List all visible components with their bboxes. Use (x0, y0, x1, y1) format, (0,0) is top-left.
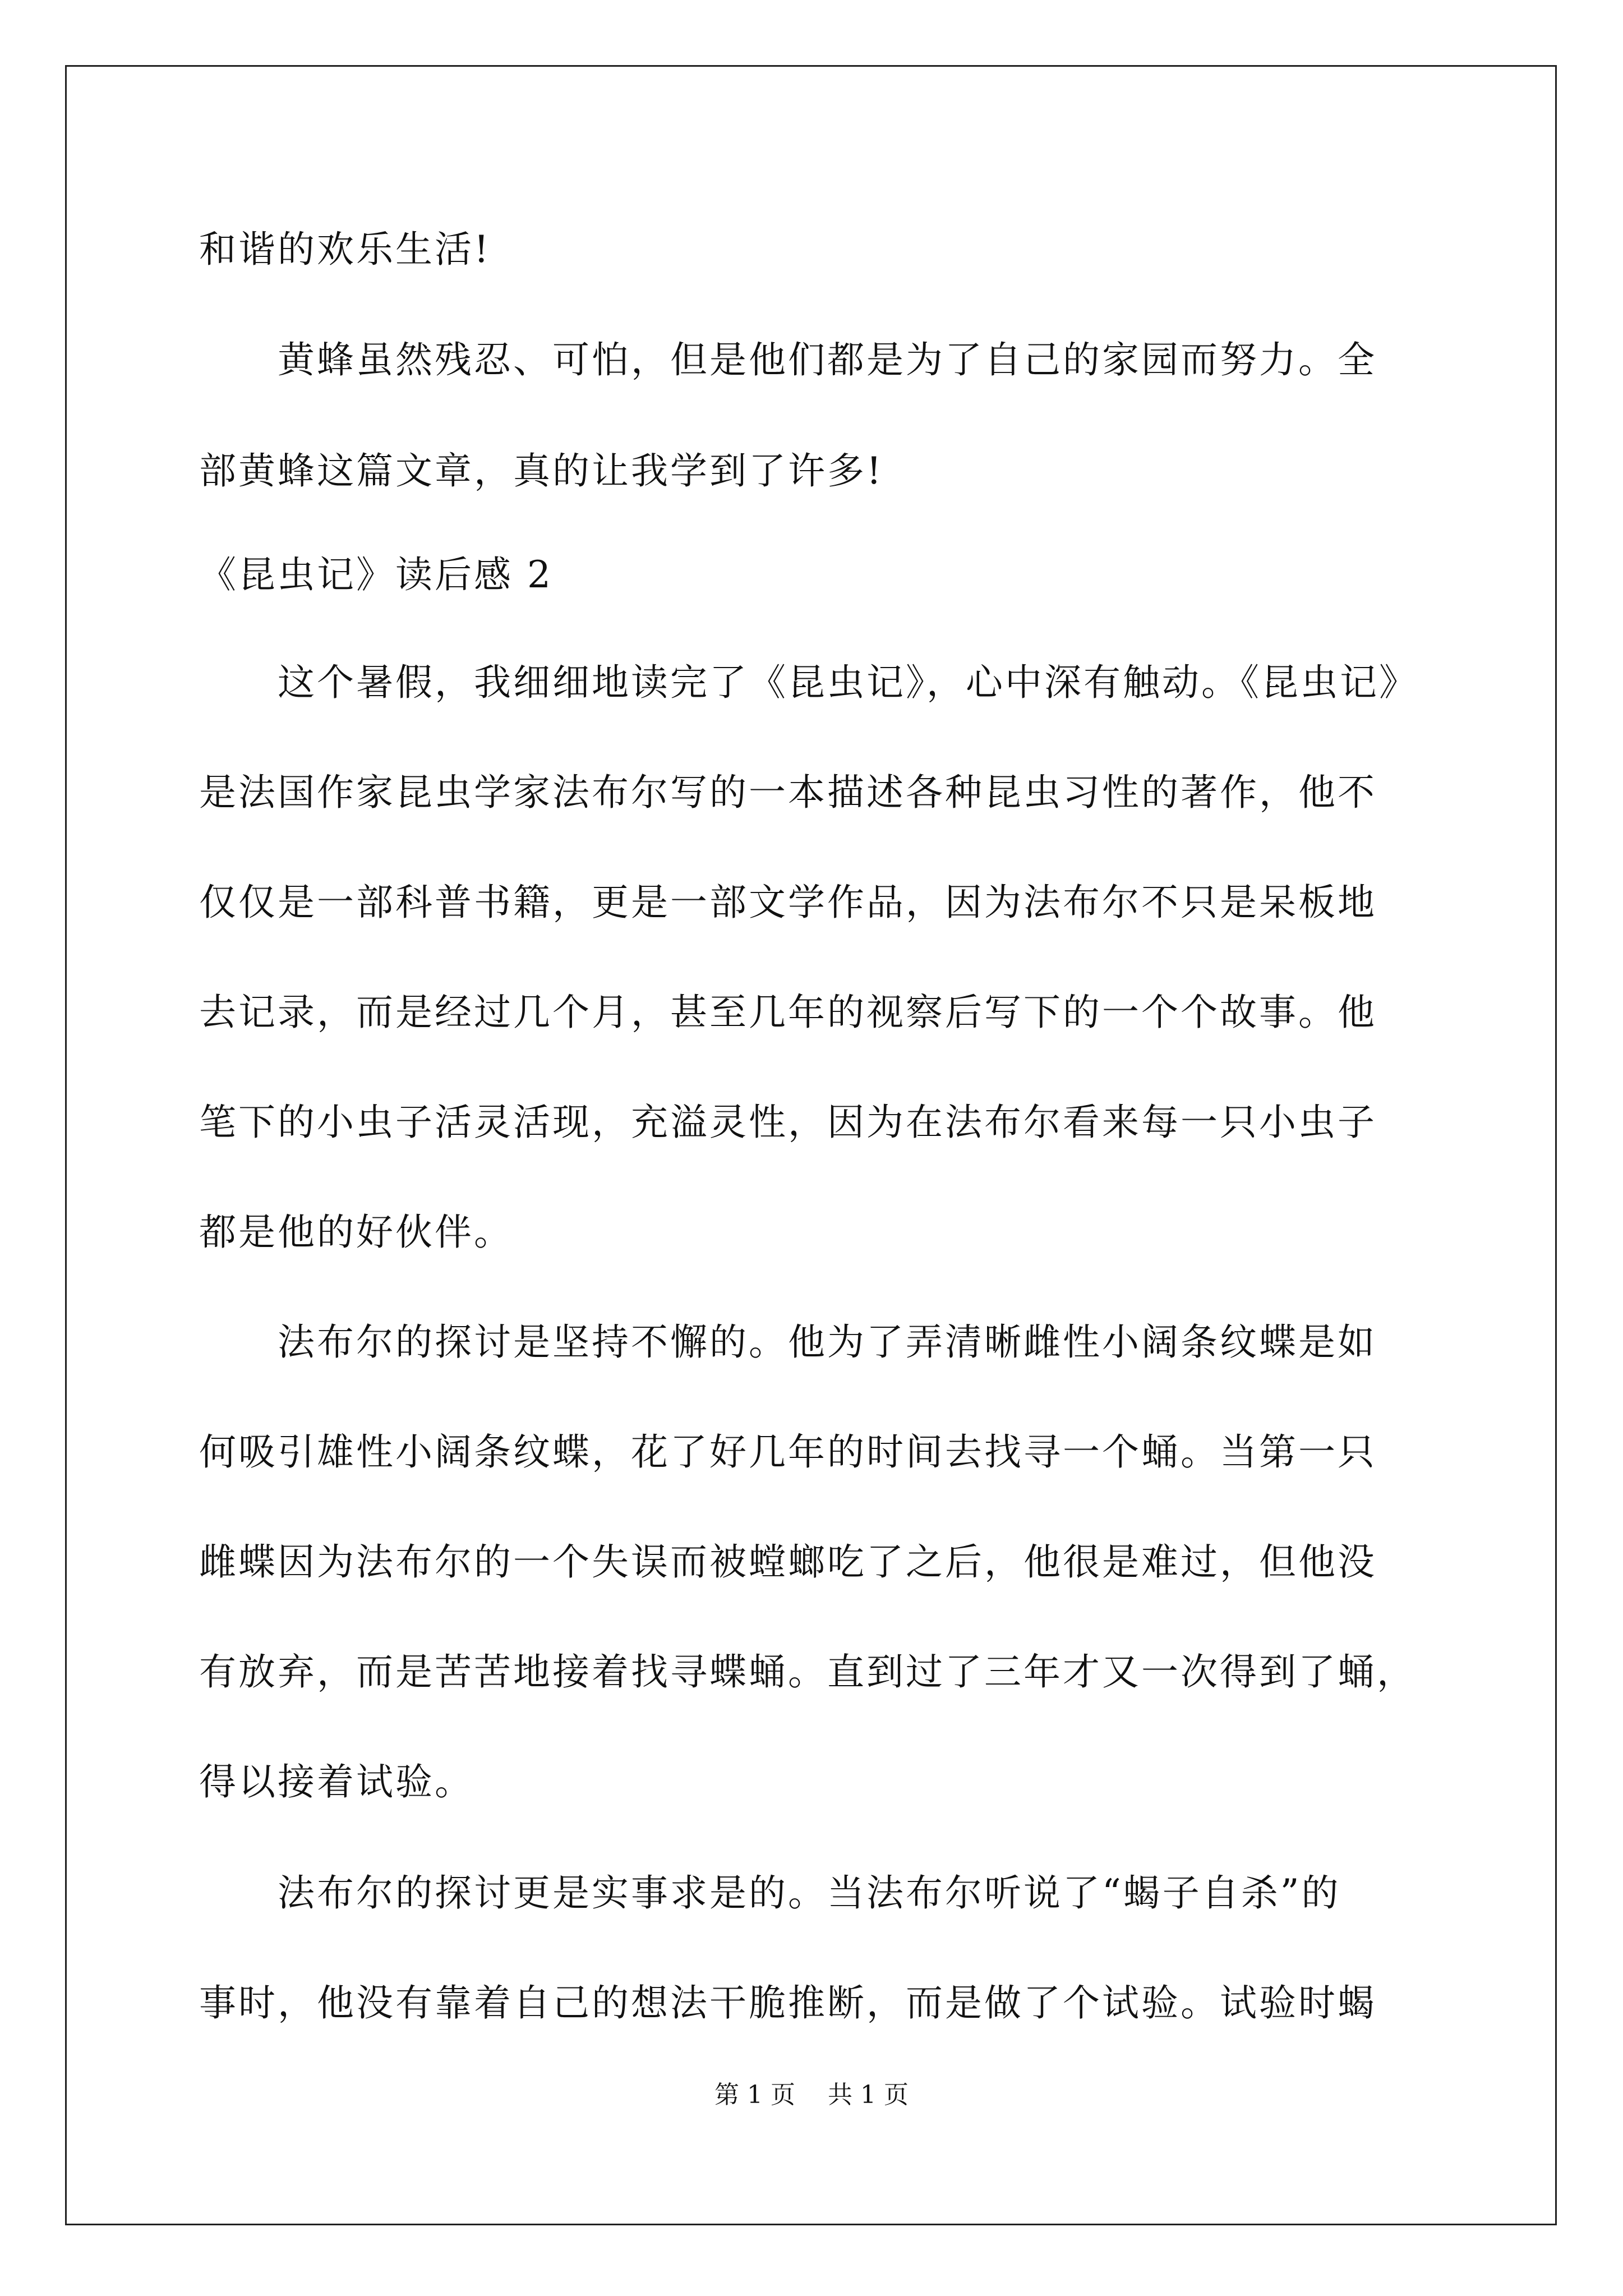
text-line: 笔下的小虫子活灵活现，充溢灵性，因为在法布尔看来每一只小虫子 (199, 1101, 1377, 1144)
text-line: 得以接着试验。 (199, 1760, 474, 1803)
page-total: 共 1 页 (828, 2081, 909, 2109)
text-line: 这个暑假，我细细地读完了《昆虫记》，心中深有触动。《昆虫记》 (199, 661, 1418, 704)
text-line: 事时，他没有靠着自己的想法干脆推断，而是做了个试验。试验时蝎 (199, 1981, 1377, 2024)
text-line: 和谐的欢乐生活! (199, 228, 491, 271)
text-line: 黄蜂虽然残忍、可怕，但是他们都是为了自己的家园而努力。全 (199, 338, 1377, 381)
page-number: 第 1 页 (714, 2081, 795, 2109)
text-line: 法布尔的探讨是坚持不懈的。他为了弄清晰雌性小阔条纹蝶是如 (199, 1320, 1377, 1364)
text-line: 法布尔的探讨更是实事求是的。当法布尔听说了“蝎子自杀”的 (199, 1871, 1341, 1915)
text-line: 是法国作家昆虫学家法布尔写的一本描述各种昆虫习性的著作，他不 (199, 771, 1377, 814)
text-line: 雌蝶因为法布尔的一个失误而被螳螂吃了之后，他很是难过，但他没 (199, 1540, 1377, 1584)
text-line: 去记录，而是经过几个月，甚至几年的视察后写下的一个个故事。他 (199, 991, 1377, 1034)
page-footer (0, 2078, 1623, 2112)
text-line: 仅仅是一部科普书籍，更是一部文学作品，因为法布尔不只是呆板地 (199, 881, 1377, 924)
text-line: 何吸引雄性小阔条纹蝶，花了好几年的时间去找寻一个蛹。当第一只 (199, 1430, 1377, 1474)
text-line: 都是他的好伙伴。 (199, 1211, 513, 1254)
section-heading: 《昆虫记》读后感 2 (199, 553, 553, 596)
text-line: 有放弃，而是苦苦地接着找寻蝶蛹。直到过了三年才又一次得到了蛹， (199, 1650, 1416, 1694)
text-line: 部黄蜂这篇文章，真的让我学到了许多! (199, 449, 884, 493)
